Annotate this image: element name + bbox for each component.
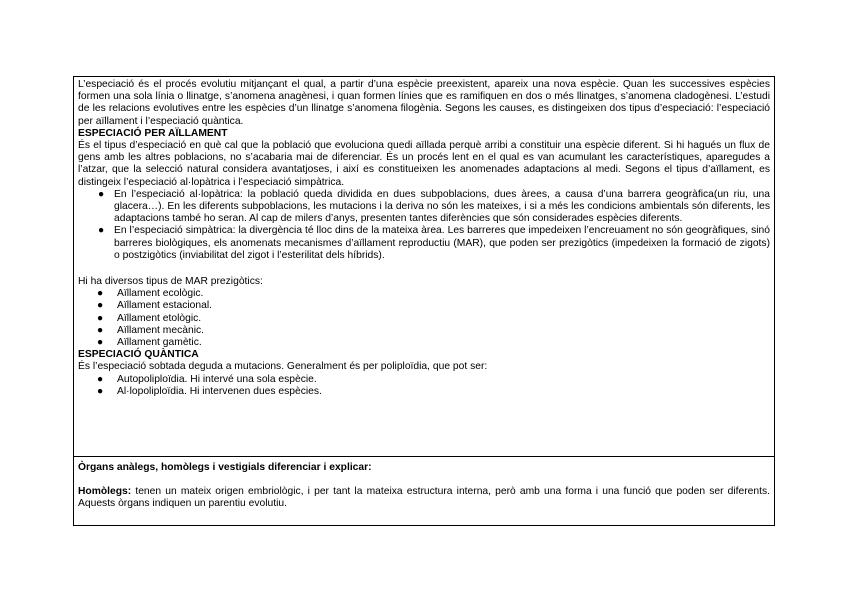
list-item: ● En l’especiació al·lopàtrica: la població queda dividida en dues subpoblacions, dues àrees, a causa d’una barrera geogràfica(un riu, una glacera…). En les diferents subpoblacions, les mutacions i la deriva no són les mateixes, i si a més les condicions ambientals són diferents, les adaptacions també ho seran. Al cap de milers d’anys, presenten tantes diferències que són considerades espècies diferents. <box>98 188 770 225</box>
bullet-icon: ● <box>97 373 104 385</box>
bullet-icon: ● <box>97 288 104 300</box>
list-item: ● Autopoliploïdia. Hi intervé una sola espècie. <box>97 373 317 385</box>
homologous-paragraph <box>78 486 770 510</box>
list-item: ● En l’especiació simpàtrica: la divergència té lloc dins de la mateixa àrea. Les barreres que impedeixen l’encreuament no són geogràfiques, sinó barreres biològiques, els anomenats mecanismes d’aïllament reproductiu (MAR), que poden ser prezigòtics (impedeixen la formació de zigots) o postzigòtics (inviabilitat del zigot i l’esterilitat dels híbrids). <box>98 225 770 261</box>
list-item: ● Aïllament gamètic. <box>97 337 202 349</box>
bullet-icon: ● <box>97 324 104 336</box>
list-item: ● Aïllament estacional. <box>97 300 213 312</box>
list-item: ● Aïllament ecològic. <box>97 288 204 300</box>
spacer <box>78 474 770 486</box>
homologous-definition: tenen un mateix origen embriològic, i per tant la mateixa estructura interna, però amb una forma i una funció que poden ser diferents. Aquests òrgans indiquen un parentiu evolutiu. <box>78 486 770 510</box>
quantum-paragraph: És l’especiació sobtada deguda a mutacions. Generalment és per poliploïdia, que pot ser: <box>78 361 488 373</box>
bullet-icon: ● <box>97 337 104 349</box>
polyploidy-list <box>78 374 770 398</box>
list-item: ● Aïllament etològic. <box>97 312 202 324</box>
section-heading-quantum: ESPECIACIÓ QUÀNTICA <box>78 349 199 361</box>
bullet-icon: ● <box>97 385 104 397</box>
list-item: ● Al·lopoliploïdia. Hi intervenen dues espècies. <box>97 385 322 397</box>
content-box <box>73 76 775 457</box>
speciation-types-list <box>78 189 770 262</box>
organs-heading: Òrgans anàlegs, homòlegs i vestigials diferenciar i explicar: <box>78 462 372 473</box>
bullet-icon: ● <box>98 188 105 200</box>
bullet-icon: ● <box>97 312 104 324</box>
list-item: ● Aïllament mecànic. <box>97 324 204 336</box>
mar-intro: Hi ha diversos tipus de MAR prezigòtics: <box>78 276 263 288</box>
homologous-term: Homòlegs: <box>78 486 132 498</box>
mar-list <box>78 288 770 349</box>
organs-box <box>73 456 775 526</box>
bullet-icon: ● <box>97 300 104 312</box>
intro-paragraph: L’especiació és el procés evolutiu mitjançant el qual, a partir d’una espècie preexistent, apareix una nova espècie. Quan les successives espècies formen una sola línia o llinatge, s’anomena anagènesi, i quan formen línies que es ramifiquen en dos o més llinatges, s’anomena cladogènesi. L’estudi de les relacions evolutives entre les espècies d’un llinatge s’anomena filogènia. Segons les causes, es distingeixen dos tipus d’especiació: l’especiació per aïllament i l’especiació quàntica. <box>78 79 770 127</box>
isolation-paragraph: És el tipus d’especiació en què cal que la població que evoluciona quedi aïllada perquè arribi a constituir una espècie diferent. Si hi hagués un flux de gens amb les altres poblacions, no s’acabaria mai de diferenciar. És un procés lent en el qual es van acumulant les característiques, aparegudes a l’atzar, que la selecció natural considera avantatjoses, i així es constitueixen les anomenades adaptacions al medi. Segons el tipus d’aïllament, es distingeix l’especiació al·lopàtrica i l’especiació simpàtrica. <box>78 140 770 188</box>
bullet-icon: ● <box>98 225 105 237</box>
spacer <box>78 262 770 276</box>
section-heading-isolation: ESPECIACIÓ PER AÏLLAMENT <box>78 127 228 139</box>
